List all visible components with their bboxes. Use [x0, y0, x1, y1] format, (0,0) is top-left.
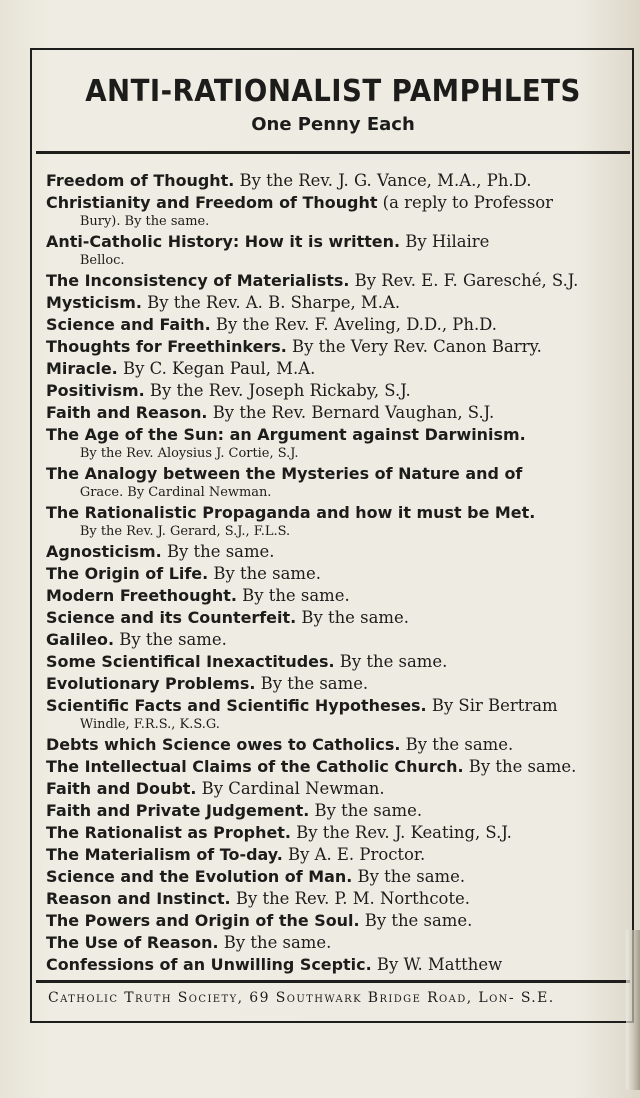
list-item: [46, 463, 624, 500]
pamphlet-author: By Cardinal Newman.: [201, 779, 385, 798]
list-item: [46, 402, 624, 424]
pamphlet-title: The Rationalistic Propaganda and how it must be Met.: [46, 503, 536, 522]
pamphlet-author: By the Rev. A. B. Sharpe, M.A.: [147, 293, 401, 312]
pamphlet-title: Agnosticism.: [46, 542, 162, 561]
pamphlet-title: The Analogy between the Mysteries of Nature and of: [46, 464, 523, 483]
pamphlet-title: The Rationalist as Prophet.: [46, 823, 291, 842]
pamphlet-author: By C. Kegan Paul, M.A.: [122, 359, 316, 378]
pamphlet-author: By A. E. Proctor.: [288, 845, 426, 864]
pamphlet-title: Faith and Private Judgement.: [46, 801, 310, 820]
pamphlet-author: By the same.: [301, 608, 409, 627]
pamphlet-title: Debts which Science owes to Catholics.: [46, 735, 401, 754]
page-edge-shadow: [626, 930, 640, 1090]
pamphlet-continuation: Grace. By Cardinal Newman.: [79, 485, 272, 500]
list-item: [46, 424, 624, 461]
footer-divider: [36, 980, 630, 983]
pamphlet-title: Miracle.: [46, 359, 118, 378]
pamphlet-author: By the Rev. Bernard Vaughan, S.J.: [212, 403, 495, 422]
page-subtitle: One Penny Each: [251, 114, 415, 135]
pamphlet-author: By the same.: [166, 542, 275, 561]
pamphlet-author: By the same.: [468, 757, 577, 776]
pamphlet-continuation: By the Rev. Aloysius J. Cortie, S.J.: [79, 446, 299, 461]
list-item: [46, 756, 624, 778]
pamphlet-title: Galileo.: [46, 630, 115, 649]
pamphlet-title: Anti-Catholic History: How it is written.: [46, 232, 401, 251]
pamphlet-title: Freedom of Thought.: [46, 171, 235, 190]
pamphlet-continuation: Windle, F.R.S., K.S.G.: [79, 717, 220, 732]
list-item: [46, 336, 624, 358]
pamphlet-author: By the same.: [314, 801, 423, 820]
list-item: [46, 888, 624, 910]
pamphlet-author: (a reply to Professor: [382, 193, 554, 212]
pamphlet-author: By the Rev. Joseph Rickaby, S.J.: [149, 381, 411, 400]
list-item: [46, 800, 624, 822]
list-item: [46, 734, 624, 756]
list-item: [46, 358, 624, 380]
pamphlet-title: Thoughts for Freethinkers.: [46, 337, 287, 356]
pamphlet-author: By the same.: [119, 630, 227, 649]
list-item: [46, 292, 624, 314]
pamphlet-author: By Rev. E. F. Garesché, S.J.: [354, 271, 579, 290]
header: [36, 56, 630, 154]
pamphlet-continuation: Bury). By the same.: [79, 214, 210, 229]
list-item: [46, 695, 624, 732]
list-item: [46, 192, 624, 229]
list-item: [46, 778, 624, 800]
list-item: [46, 932, 624, 954]
pamphlet-title: Science and Faith.: [46, 315, 211, 334]
pamphlet-author: By the Rev. F. Aveling, D.D., Ph.D.: [215, 315, 498, 334]
list-item: [46, 231, 624, 268]
list-item: [46, 954, 624, 976]
pamphlet-title: The Materialism of To-day.: [46, 845, 283, 864]
pamphlet-author: By the same.: [242, 586, 350, 605]
pamphlet-author: By the Very Rev. Canon Barry.: [292, 337, 542, 356]
list-item: [46, 822, 624, 844]
pamphlet-author: By the Rev. J. G. Vance, M.A., Ph.D.: [239, 171, 532, 190]
list-item: [46, 563, 624, 585]
pamphlet-author: By the same.: [339, 652, 448, 671]
pamphlet-author: By the same.: [213, 564, 321, 583]
list-item: [46, 910, 624, 932]
pamphlet-title: Some Scientifical Inexactitudes.: [46, 652, 335, 671]
list-item: [46, 270, 624, 292]
pamphlet-author: By the same.: [405, 735, 514, 754]
pamphlet-title: The Use of Reason.: [46, 933, 219, 952]
list-item: [46, 541, 624, 563]
list-item: [46, 380, 624, 402]
pamphlet-author: By the same.: [364, 911, 473, 930]
pamphlet-title: The Powers and Origin of the Soul.: [46, 911, 360, 930]
pamphlet-title: The Age of the Sun: an Argument against Darwinism.: [46, 425, 526, 444]
pamphlet-title: Confessions of an Unwilling Sceptic.: [46, 955, 372, 974]
pamphlet-title: Evolutionary Problems.: [46, 674, 256, 693]
list-item: [46, 502, 624, 539]
pamphlet-author: By W. Matthew: [376, 955, 503, 974]
pamphlet-title: Science and its Counterfeit.: [46, 608, 297, 627]
list-item: [46, 314, 624, 336]
pamphlet-title: Positivism.: [46, 381, 145, 400]
pamphlet-title: Modern Freethought.: [46, 586, 237, 605]
publisher-footer: Catholic Truth Society, 69 Southwark Bridge Road, Lon- S.E.: [48, 990, 555, 1006]
pamphlet-title: Mysticism.: [46, 293, 142, 312]
list-item: [46, 607, 624, 629]
list-item: [46, 170, 624, 192]
pamphlet-title: The Intellectual Claims of the Catholic Church.: [46, 757, 464, 776]
page-title: ANTI-RATIONALIST PAMPHLETS: [85, 74, 581, 109]
list-item: [46, 651, 624, 673]
list-item: [46, 844, 624, 866]
pamphlet-title: Science and the Evolution of Man.: [46, 867, 353, 886]
pamphlet-author: By the same.: [223, 933, 332, 952]
pamphlet-author: By the same.: [260, 674, 369, 693]
pamphlet-continuation: Belloc.: [79, 253, 125, 268]
pamphlet-author: By the Rev. J. Keating, S.J.: [296, 823, 512, 842]
pamphlet-title: The Origin of Life.: [46, 564, 209, 583]
pamphlet-title: Scientific Facts and Scientific Hypotheses.: [46, 696, 427, 715]
pamphlet-author: By the Rev. P. M. Northcote.: [235, 889, 471, 908]
pamphlet-title: Faith and Doubt.: [46, 779, 197, 798]
pamphlet-title: Christianity and Freedom of Thought: [46, 193, 378, 212]
pamphlet-continuation: By the Rev. J. Gerard, S.J., F.L.S.: [79, 524, 291, 539]
pamphlet-title: The Inconsistency of Materialists.: [46, 271, 350, 290]
list-item: [46, 585, 624, 607]
list-item: [46, 629, 624, 651]
pamphlet-title: Reason and Instinct.: [46, 889, 231, 908]
pamphlet-author: By the same.: [357, 867, 466, 886]
list-item: [46, 866, 624, 888]
list-item: [46, 673, 624, 695]
pamphlet-title: Faith and Reason.: [46, 403, 208, 422]
pamphlet-author: By Hilaire: [405, 232, 490, 251]
pamphlet-author: By Sir Bertram: [431, 696, 558, 715]
pamphlet-list: [46, 170, 626, 976]
